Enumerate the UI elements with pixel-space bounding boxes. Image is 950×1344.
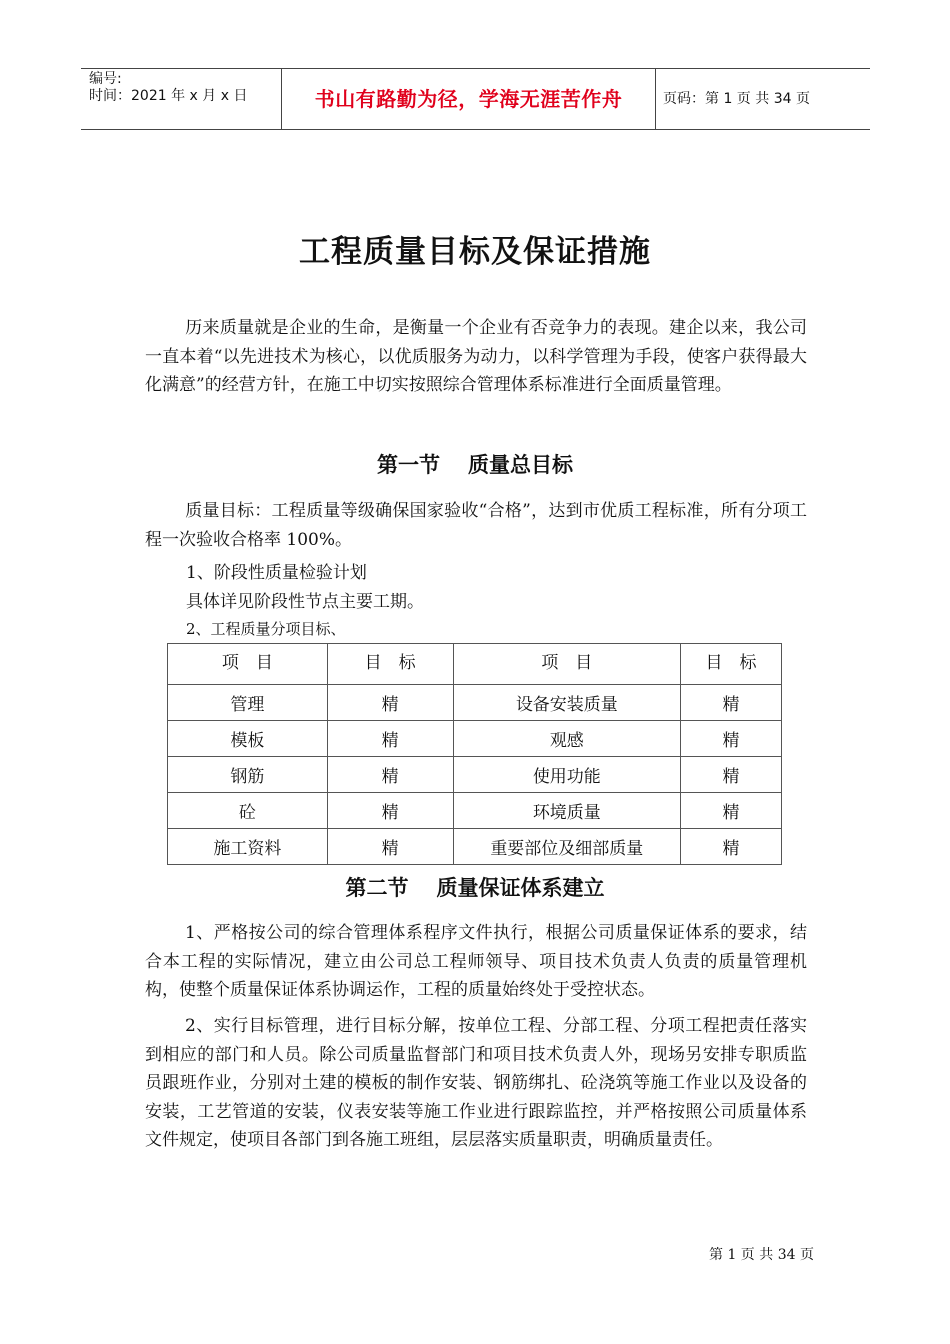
item-1-detail: 具体详见阶段性节点主要工期。 bbox=[186, 592, 424, 612]
table-cell: 观感 bbox=[453, 721, 681, 757]
section-1-number: 第一节 bbox=[377, 453, 440, 477]
section-1-heading bbox=[0, 449, 950, 479]
table-row bbox=[168, 829, 782, 865]
section-2-text-1: 1、严格按公司的综合管理体系程序文件执行，根据公司质量保证体系的要求，结合本工程的实际情况，建立由公司总工程师领导、项目技术负责人负责的质量管理机构，使整个质量保证体系协调运作，工程的质量始终处于受控状态。 bbox=[145, 923, 807, 1000]
page-footer: 第 1 页 共 34 页 bbox=[709, 1247, 814, 1263]
header-motto: 书山有路勤为径，学海无涯苦作舟 bbox=[281, 69, 656, 129]
document-title: 工程质量目标及保证措施 bbox=[299, 234, 651, 270]
table-cell: 精 bbox=[681, 721, 782, 757]
code-label: 编号: bbox=[89, 71, 122, 87]
table-cell: 精 bbox=[681, 757, 782, 793]
intro-text: 历来质量就是企业的生命，是衡量一个企业有否竞争力的表现。建企以来，我公司一直本着“以先进技术为核心，以优质服务为动力，以科学管理为手段，使客户获得最大化满意”的经营方针，在施工中切实按照综合管理体系标准进行全面质量管理。 bbox=[145, 318, 807, 395]
time-label: 时间：2021 年 x 月 x 日 bbox=[89, 88, 248, 104]
table-row bbox=[168, 757, 782, 793]
item-1-heading: 1、阶段性质量检验计划 bbox=[186, 563, 367, 583]
header-page-info: 页码：第 1 页 共 34 页 bbox=[663, 91, 810, 107]
section-2-text-2: 2、实行目标管理，进行目标分解，按单位工程、分部工程、分项工程把责任落实到相应的部门和人员。除公司质量监督部门和项目技术负责人外，现场另安排专职质监员跟班作业，分别对土建的模板的制作安装、钢筋绑扎、砼浇筑等施工作业以及设备的安装，工艺管道的安装，仪表安装等施工作业进行跟踪监控，并严格按照公司质量体系文件规定，使项目各部门到各施工班组，层层落实质量职责，明确质量责任。 bbox=[145, 1016, 807, 1150]
table-header-row bbox=[168, 644, 782, 685]
table-cell: 精 bbox=[681, 685, 782, 721]
document-header bbox=[81, 68, 870, 130]
table-header-cell: 项 目 bbox=[168, 644, 328, 685]
table-cell: 精 bbox=[681, 829, 782, 865]
item-2-heading: 2、工程质量分项目标、 bbox=[186, 620, 346, 638]
table-row bbox=[168, 793, 782, 829]
table-cell: 精 bbox=[327, 829, 453, 865]
intro-paragraph bbox=[145, 314, 807, 400]
table-cell: 精 bbox=[327, 757, 453, 793]
table-cell: 精 bbox=[327, 721, 453, 757]
section-1-title: 质量总目标 bbox=[468, 453, 573, 477]
section-2-paragraph-1 bbox=[145, 919, 807, 1005]
table-header-cell: 项 目 bbox=[453, 644, 681, 685]
quality-target-table bbox=[167, 643, 782, 865]
table-cell: 精 bbox=[681, 793, 782, 829]
table-cell: 精 bbox=[327, 793, 453, 829]
table-header-cell: 目 标 bbox=[327, 644, 453, 685]
section-2-heading bbox=[0, 872, 950, 902]
table-cell: 钢筋 bbox=[168, 757, 328, 793]
table-cell: 模板 bbox=[168, 721, 328, 757]
table-row bbox=[168, 721, 782, 757]
table-cell: 重要部位及细部质量 bbox=[453, 829, 681, 865]
section-2-title: 质量保证体系建立 bbox=[436, 876, 605, 900]
table-row bbox=[168, 685, 782, 721]
table-cell: 环境质量 bbox=[453, 793, 681, 829]
table-cell: 施工资料 bbox=[168, 829, 328, 865]
section-2-number: 第二节 bbox=[345, 876, 409, 900]
table-cell: 管理 bbox=[168, 685, 328, 721]
table-cell: 设备安装质量 bbox=[453, 685, 681, 721]
table-cell: 精 bbox=[327, 685, 453, 721]
table-header-cell: 目 标 bbox=[681, 644, 782, 685]
quality-goal-text: 质量目标：工程质量等级确保国家验收“合格”，达到市优质工程标准，所有分项工程一次验收合格率 100%。 bbox=[145, 501, 807, 550]
table-cell: 砼 bbox=[168, 793, 328, 829]
quality-goal-paragraph bbox=[145, 497, 807, 554]
section-2-paragraph-2 bbox=[145, 1012, 807, 1155]
header-meta bbox=[81, 69, 281, 129]
table-cell: 使用功能 bbox=[453, 757, 681, 793]
